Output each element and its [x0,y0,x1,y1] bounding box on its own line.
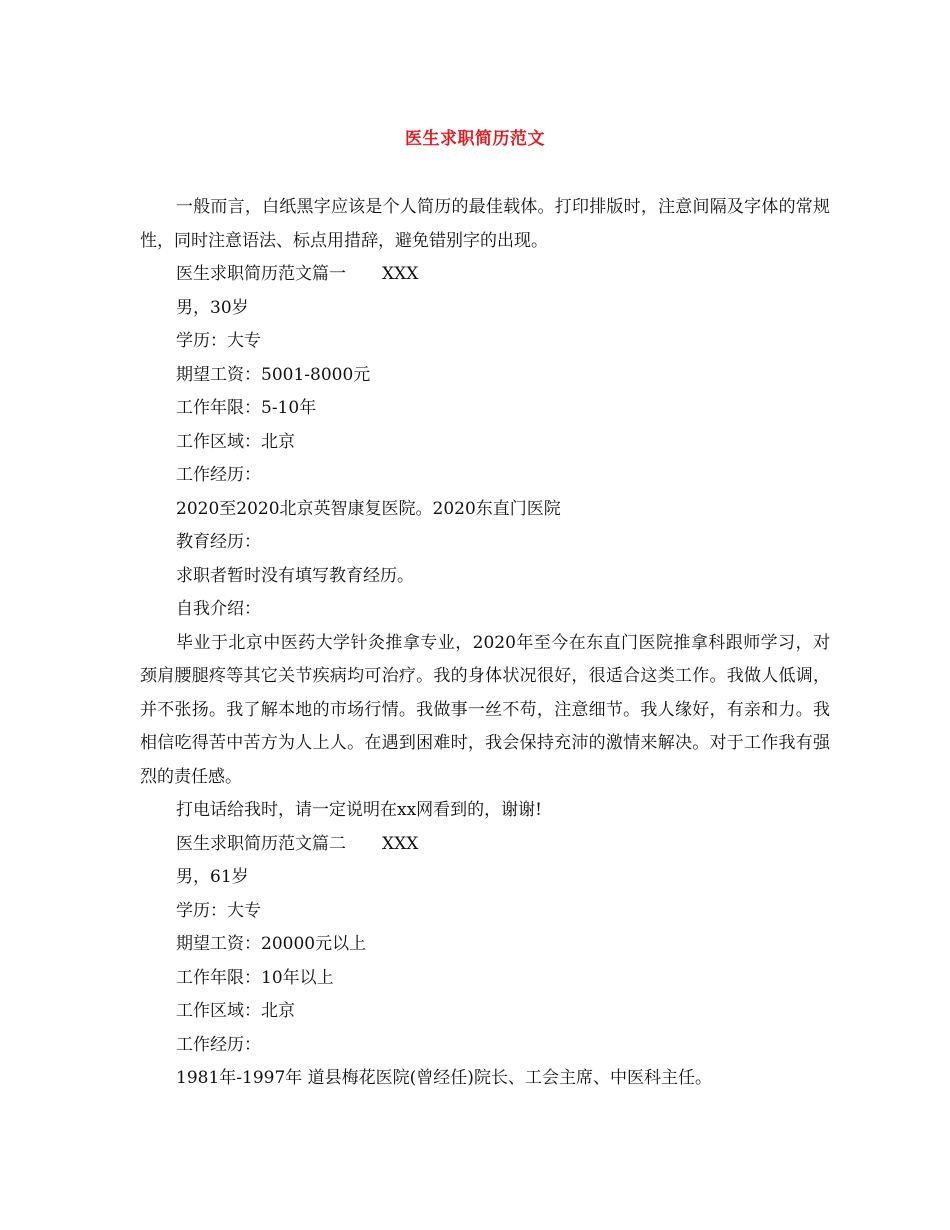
education-level-2: 学历：大专 [176,900,261,921]
expected-salary-2: 期望工资：20000元以上 [176,934,367,954]
education-label-1: 教育经历： [176,532,261,552]
document-body [140,191,830,1096]
education-level-1: 学历：大专 [176,331,261,351]
work-experience-label-1: 工作经历： [176,465,261,485]
candidate-name-2: XXX [382,833,419,854]
candidate-name-1: XXX [382,264,419,284]
section-heading-1-text: 医生求职简历范文篇一 [176,264,346,284]
work-experience-2: 1981年-1997年 道县梅花医院(曾经任)院长、工会主席、中医科主任。 [176,1068,712,1088]
education-detail-1: 求职者暂时没有填写教育经历。 [176,565,414,586]
work-experience-1: 2020至2020北京英智康复医院。2020东直门医院 [176,498,561,519]
document-title: 医生求职简历范文 [405,129,545,149]
gender-age-1: 男，30岁 [176,297,249,318]
work-years-1: 工作年限：5-10年 [176,398,317,418]
work-experience-label-2: 工作经历： [176,1034,261,1055]
section-heading-1 [140,258,830,292]
section-heading-2 [140,828,830,862]
intro-paragraph: 一般而言，白纸黑字应该是个人简历的最佳载体。打印排版时，注意间隔及字体的常规性，同时注意语法、标点用措辞，避免错别字的出现。 [140,197,830,251]
work-years-2: 工作年限：10年以上 [176,967,334,988]
section-heading-2-text: 医生求职简历范文篇二 [176,833,346,854]
self-intro-label-1: 自我介绍： [176,599,261,619]
self-intro-text-1: 毕业于北京中医药大学针灸推拿专业，2020年至今在东直门医院推拿科跟师学习，对颈肩腰腿疼等其它关节疾病均可治疗。我的身体状况很好，很适合这类工作。我做人低调，并不张扬。我了解本地的市场行情。我做事一丝不苟，注意细节。我人缘好，有亲和力。我相信吃得苦中苦方为人上人。在遇到困难时，我会保持充沛的激情来解决。对于工作我有强烈的责任感。 [140,632,830,787]
work-area-2: 工作区域：北京 [176,1001,295,1021]
expected-salary-1: 期望工资：5001-8000元 [176,364,371,385]
gender-age-2: 男，61岁 [176,867,249,887]
work-area-1: 工作区域：北京 [176,431,295,452]
contact-note-1: 打电话给我时，请一定说明在xx网看到的，谢谢! [176,800,543,820]
